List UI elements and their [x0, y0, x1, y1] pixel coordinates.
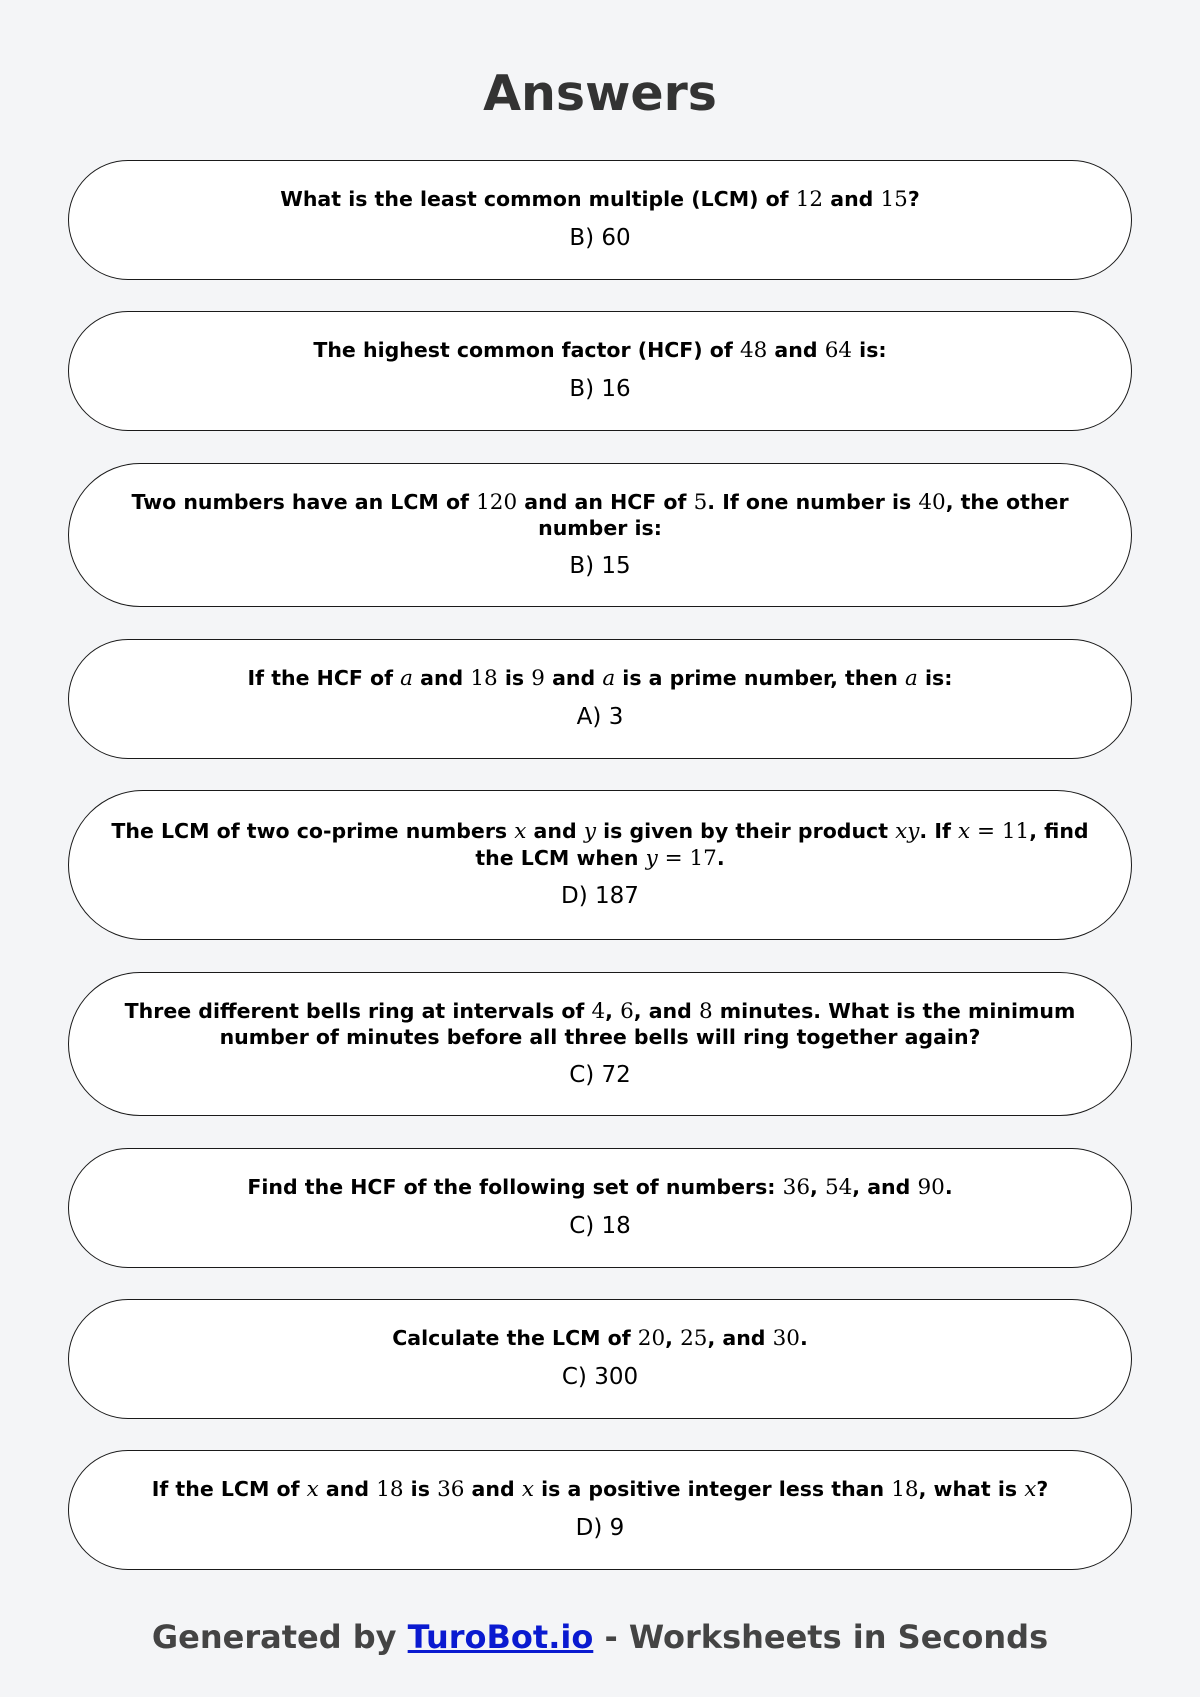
- question-text-segment: If the HCF of: [247, 666, 401, 691]
- question-text-segment: , what is: [918, 1477, 1025, 1502]
- math-number: 25: [680, 1326, 708, 1352]
- question-text-segment: is: [403, 1477, 438, 1502]
- question-text-segment: . If one number is: [707, 489, 919, 514]
- question-text-segment: . If: [919, 819, 959, 844]
- math-variable: a: [602, 666, 616, 692]
- question-text-segment: and: [412, 666, 471, 691]
- question-text-segment: is: [497, 666, 532, 691]
- question-text-segment: The highest common factor (HCF) of: [313, 338, 740, 363]
- answer-text: B) 60: [569, 224, 631, 251]
- footer: [0, 1618, 1200, 1656]
- question-text: [280, 187, 920, 213]
- question-text-segment: is given by their product: [595, 819, 896, 844]
- math-number: 4: [591, 998, 606, 1024]
- answer-card: [68, 160, 1132, 280]
- question-text-segment: ?: [907, 187, 920, 212]
- question-text-segment: What is the least common multiple (LCM) of: [280, 187, 796, 212]
- question-text-segment: If the LCM of: [151, 1477, 307, 1502]
- question-text-segment: ,: [605, 998, 621, 1023]
- question-text: [248, 666, 953, 692]
- question-text-segment: and an HCF of: [517, 489, 694, 514]
- answer-text: C) 72: [569, 1061, 631, 1088]
- question-text: [91, 999, 1109, 1051]
- question-text-segment: ,: [665, 1326, 681, 1351]
- question-text-segment: and: [526, 819, 584, 844]
- question-text-segment: and: [823, 187, 881, 212]
- question-text-segment: and: [318, 1477, 377, 1502]
- math-variable: x: [1024, 1477, 1037, 1503]
- answer-card: [68, 1299, 1132, 1419]
- question-text-segment: ,: [810, 1175, 825, 1200]
- question-text-segment: , and: [633, 998, 699, 1023]
- math-number: 30: [772, 1326, 800, 1352]
- math-number: 120: [476, 489, 518, 515]
- math-number: 18: [891, 1477, 919, 1503]
- turobot-link[interactable]: TuroBot.io: [407, 1618, 594, 1656]
- question-text-segment: is a prime number, then: [615, 666, 906, 691]
- question-text-segment: , the other number is:: [538, 489, 1069, 541]
- question-text-segment: Calculate the LCM of: [392, 1326, 638, 1351]
- math-number: 6: [620, 998, 634, 1024]
- question-text-segment: and: [464, 1477, 522, 1502]
- math-variable: x: [514, 819, 527, 845]
- question-text-segment: .: [799, 1326, 808, 1351]
- answer-text: C) 18: [569, 1212, 631, 1239]
- math-variable: xy: [895, 819, 920, 845]
- question-text-segment: is:: [917, 666, 953, 691]
- answer-text: B) 15: [569, 552, 631, 579]
- math-number: 54: [824, 1175, 853, 1201]
- question-text-segment: , find the LCM when: [475, 819, 1089, 870]
- question-text: [247, 1175, 952, 1201]
- question-text-segment: .: [944, 1175, 953, 1200]
- answer-card: [68, 972, 1132, 1116]
- answer-card: [68, 463, 1132, 607]
- answer-text: A) 3: [576, 703, 624, 730]
- math-number: 64: [824, 338, 853, 364]
- question-text-segment: Three different bells ring at intervals of: [124, 998, 592, 1023]
- answer-text: B) 16: [569, 375, 631, 402]
- answer-card: [68, 1450, 1132, 1570]
- math-number: 36: [437, 1477, 465, 1503]
- question-text-segment: , and: [852, 1175, 918, 1200]
- answer-card: [68, 639, 1132, 759]
- math-variable: x: [958, 819, 971, 845]
- question-text-segment: Two numbers have an LCM of: [131, 489, 477, 514]
- math-number: 20: [637, 1326, 666, 1352]
- math-number: 18: [470, 666, 498, 692]
- footer-suffix: - Worksheets in Seconds: [593, 1618, 1049, 1656]
- question-text-segment: is:: [852, 338, 887, 363]
- question-text: [392, 1326, 808, 1352]
- math-variable: a: [400, 666, 413, 692]
- answer-card: [68, 311, 1132, 431]
- question-text-segment: .: [716, 845, 725, 870]
- answer-text: D) 187: [561, 883, 639, 910]
- answer-card: [68, 1148, 1132, 1268]
- answer-text: D) 9: [575, 1514, 625, 1541]
- question-text-segment: minutes. What is the minimum number of minutes before all three bells will ring together again?: [219, 998, 1076, 1050]
- math-variable: y: [645, 845, 658, 871]
- question-text-segment: is a positive integer less than: [533, 1477, 892, 1502]
- math-variable: a: [905, 666, 918, 692]
- math-number: = 11: [970, 819, 1030, 845]
- question-text: [313, 338, 886, 364]
- math-number: 15: [880, 187, 908, 213]
- math-number: 5: [693, 489, 708, 515]
- question-text: [152, 1477, 1048, 1503]
- math-variable: y: [583, 819, 596, 845]
- question-text-segment: ?: [1036, 1477, 1049, 1502]
- question-text: [91, 819, 1109, 872]
- math-number: 8: [698, 998, 713, 1024]
- answer-text: C) 300: [561, 1363, 639, 1390]
- math-number: 48: [739, 338, 768, 364]
- question-text-segment: , and: [707, 1326, 773, 1351]
- math-number: 36: [782, 1175, 810, 1201]
- footer-prefix: Generated by: [151, 1618, 408, 1656]
- math-variable: x: [521, 1477, 534, 1503]
- page-title: Answers: [483, 65, 717, 122]
- math-number: 12: [795, 187, 824, 213]
- math-number: 90: [917, 1175, 945, 1201]
- math-number: 9: [531, 666, 545, 692]
- question-text-segment: The LCM of two co-prime numbers: [111, 819, 515, 844]
- question-text: [91, 490, 1109, 542]
- answer-card: [68, 790, 1132, 940]
- math-number: 18: [376, 1477, 404, 1503]
- question-text-segment: Find the HCF of the following set of numbers:: [247, 1175, 783, 1200]
- math-number: 40: [918, 489, 946, 515]
- question-text-segment: and: [544, 666, 603, 691]
- question-text-segment: and: [767, 338, 825, 363]
- math-variable: x: [306, 1477, 319, 1503]
- math-number: = 17: [657, 845, 717, 871]
